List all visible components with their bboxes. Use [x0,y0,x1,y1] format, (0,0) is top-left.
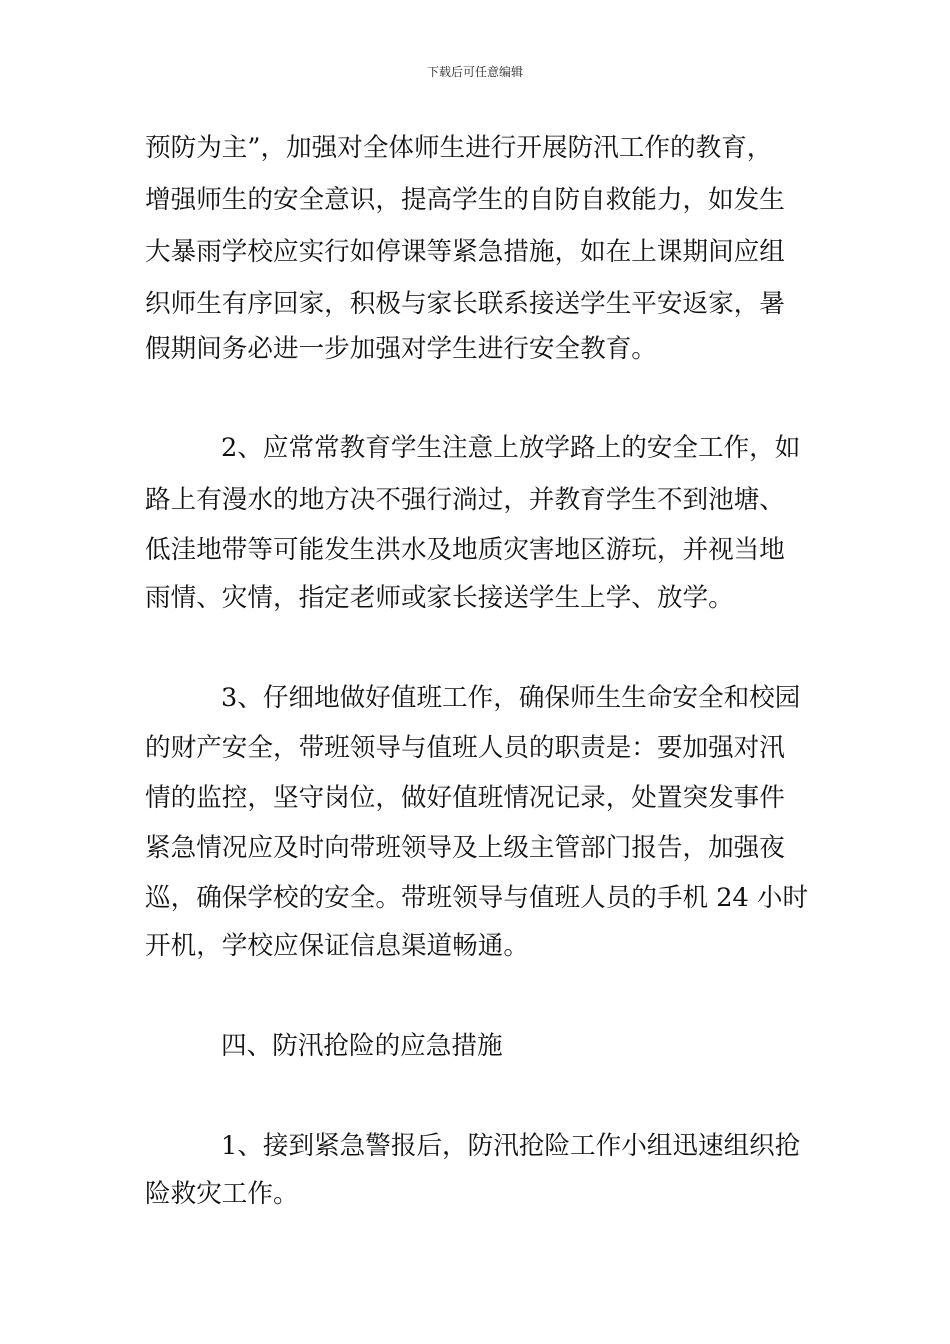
text-line: 织师生有序回家，积极与家长联系接送学生平安返家，暑 [145,289,785,319]
text-line: 路上有漫水的地方决不强行淌过，并教育学生不到池塘、 [145,485,785,515]
text-line: 情的监控，坚守岗位，做好值班情况记录，处置突发事件 [145,783,785,813]
text-line: 险救灾工作。 [145,1179,299,1209]
text-line: 增强师生的安全意识，提高学生的自防自救能力，如发生 [145,185,785,215]
text-line: 开机，学校应保证信息渠道畅通。 [145,931,529,961]
text-line: 雨情、灾情，指定老师或家长接送学生上学、放学。 [145,583,734,613]
text-line: 紧急情况应及时向带班领导及上级主管部门报告，加强夜 [145,833,785,863]
text-line: 3、仔细地做好值班工作，确保师生生命安全和校园 [221,683,801,713]
text-line: 的财产安全，带班领导与值班人员的职责是：要加强对汛 [145,733,785,763]
text-line: 巡，确保学校的安全。带班领导与值班人员的手机 24 小时 [145,883,809,913]
text-line: 大暴雨学校应实行如停课等紧急措施，如在上课期间应组 [145,237,785,267]
section-heading: 四、防汛抢险的应急措施 [221,1031,503,1061]
text-line: 低洼地带等可能发生洪水及地质灾害地区游玩，并视当地 [145,535,785,565]
text-line: 2、应常常教育学生注意上放学路上的安全工作，如 [221,433,801,463]
page-header: 下载后可任意编辑 [426,65,523,79]
text-line: 预防为主”，加强对全体师生进行开展防汛工作的教育， [145,133,773,163]
text-line: 假期间务必进一步加强对学生进行安全教育。 [145,334,657,364]
text-line: 1、接到紧急警报后，防汛抢险工作小组迅速组织抢 [221,1131,801,1161]
